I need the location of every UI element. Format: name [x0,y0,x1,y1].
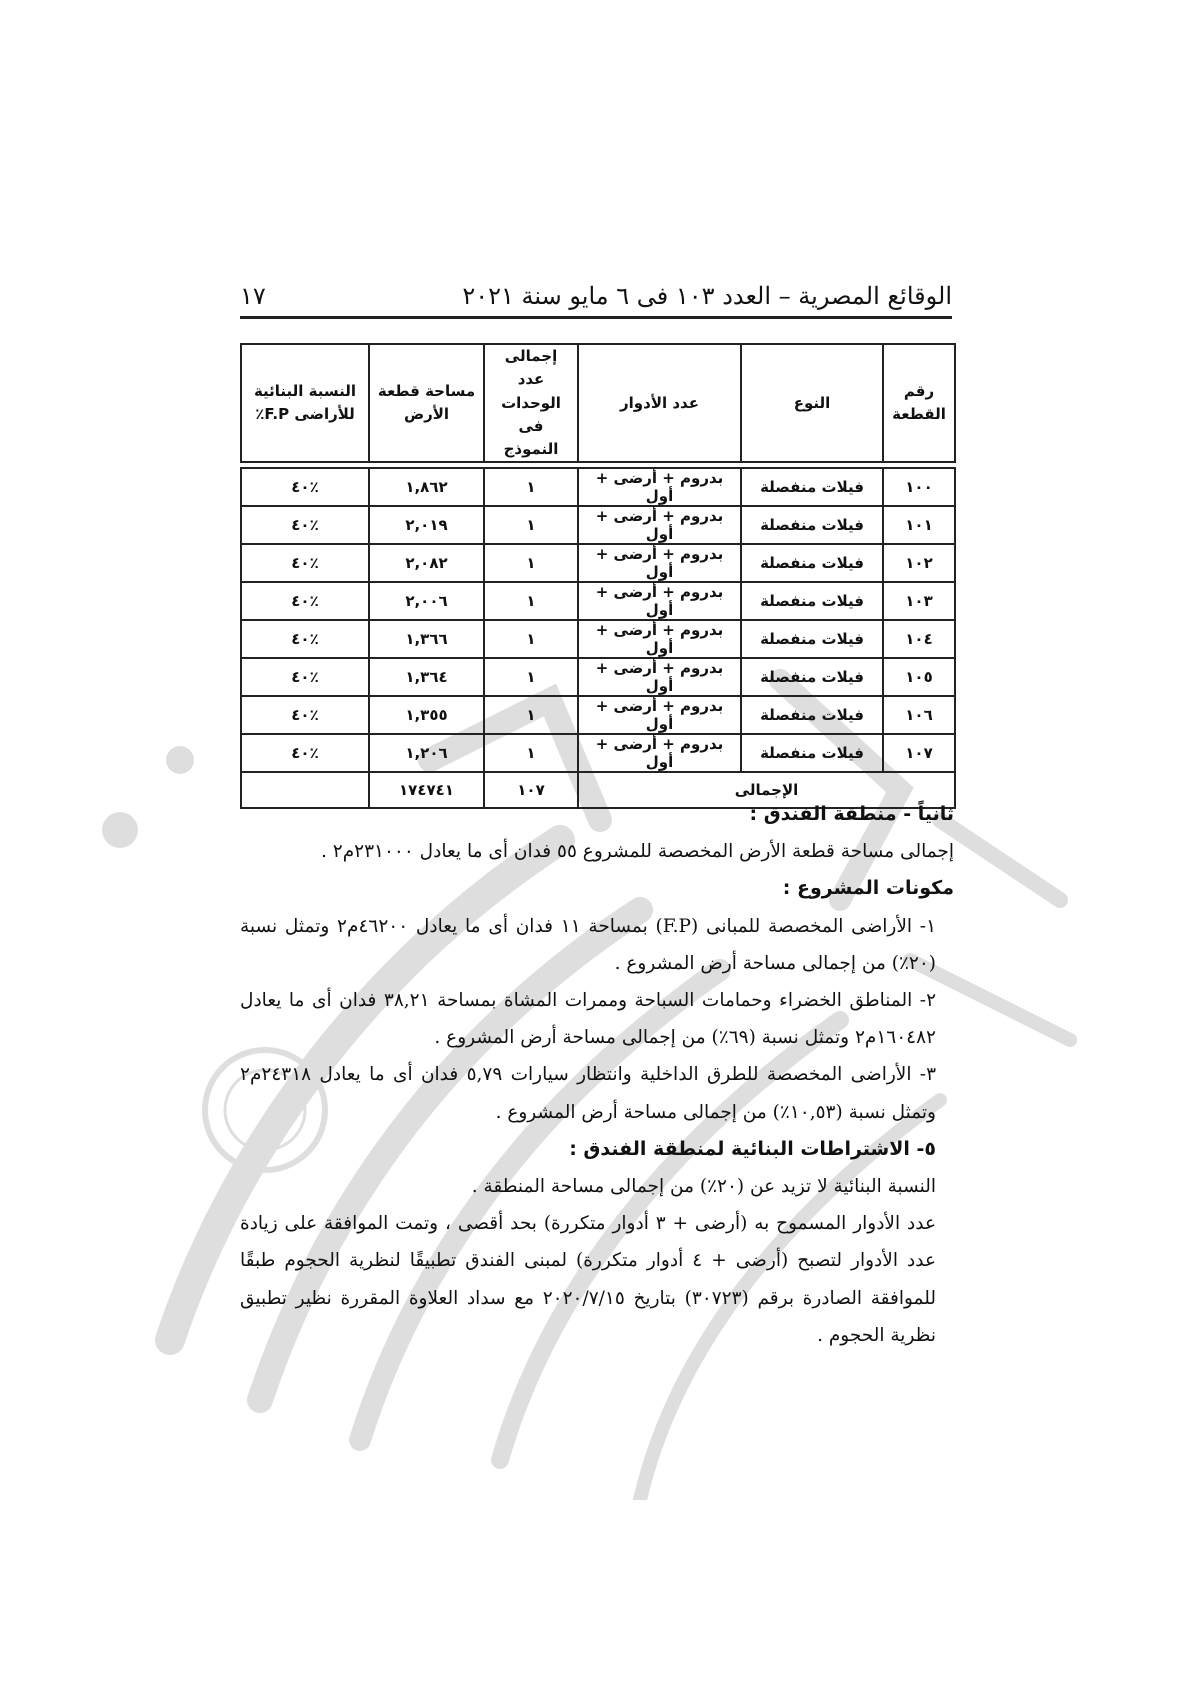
cell-plot: ١٠٧ [883,734,955,772]
cell-units: ١ [484,582,578,620]
cell-floors: بدروم + أرضى + أول [578,696,741,734]
heading-project-components: مكونات المشروع : [782,877,954,900]
cell-type: فيلات منفصلة [741,696,883,734]
page-header-title: الوقائع المصرية – العدد ١٠٣ فى ٦ مايو سنة ٢٠٢١ [462,282,952,310]
total-area: ١٧٤٧٤١ [369,772,484,808]
cell-units: ١ [484,696,578,734]
condition-building-ratio: النسبة البنائية لا تزيد عن (٢٠٪) من إجمالى مساحة المنطقة . [471,1176,936,1198]
cell-area: ١,٣٥٥ [369,696,484,734]
table-row [241,658,955,696]
paragraph-hotel-area: إجمالى مساحة قطعة الأرض المخصصة للمشروع ٥٥ فدان أى ما يعادل ٢٣١٠٠٠م٢ . [321,841,954,863]
cell-floors: بدروم + أرضى + أول [578,468,741,506]
total-units: ١٠٧ [484,772,578,808]
cell-floors: بدروم + أرضى + أول [578,658,741,696]
cell-ratio: ٪٤٠ [241,468,369,506]
cell-type: فيلات منفصلة [741,620,883,658]
cell-ratio: ٪٤٠ [241,734,369,772]
cell-ratio: ٪٤٠ [241,506,369,544]
cell-plot: ١٠٥ [883,658,955,696]
col-header-ratio: النسبة البنائية للأراضى F.P٪ [241,344,369,462]
table-row [241,506,955,544]
cell-floors: بدروم + أرضى + أول [578,620,741,658]
cell-area: ١,٣٦٦ [369,620,484,658]
cell-plot: ١٠٠ [883,468,955,506]
condition-floors: عدد الأدوار المسموح به (أرضى + ٣ أدوار متكررة) بحد أقصى ، وتمت الموافقة على زيادة عدد الأدوار لتصبح (أرضى + ٤ أدوار متكررة) لمبنى الفندق تطبيقًا لنظرية الحجوم طبقًا للموافقة الصادرة برقم (٣٠٧٢٣) بتاريخ ٢٠٢٠/٧/١٥ مع سداد العلاوة المقررة نظير تطبيق نظرية الحجوم . [240,1213,937,1346]
cell-units: ١ [484,468,578,506]
cell-ratio: ٪٤٠ [241,582,369,620]
cell-area: ٢,٠١٩ [369,506,484,544]
cell-area: ٢,٠٠٦ [369,582,484,620]
table-row [241,620,955,658]
cell-plot: ١٠٤ [883,620,955,658]
table-row [241,582,955,620]
cell-ratio: ٪٤٠ [241,620,369,658]
col-header-type: النوع [741,344,883,462]
cell-area: ١,٣٦٤ [369,658,484,696]
page-number: ١٧ [240,282,266,310]
table-row [241,734,955,772]
cell-ratio: ٪٤٠ [241,658,369,696]
table-row [241,696,955,734]
cell-floors: بدروم + أرضى + أول [578,544,741,582]
col-header-floors: عدد الأدوار [578,344,741,462]
cell-units: ١ [484,544,578,582]
cell-units: ١ [484,620,578,658]
component-item-3: ٣- الأراضى المخصصة للطرق الداخلية وانتظار سيارات ٥,٧٩ فدان أى ما يعادل ٢٤٣١٨م٢ وتمثل نسبة (١٠,٥٣٪) من إجمالى مساحة أرض المشروع . [240,1064,936,1123]
cell-area: ٢,٠٨٢ [369,544,484,582]
heading-hotel-zone: ثانياً - منطقة الفندق : [749,803,954,825]
cell-units: ١ [484,658,578,696]
cell-floors: بدروم + أرضى + أول [578,734,741,772]
plots-table [240,343,956,809]
cell-type: فيلات منفصلة [741,544,883,582]
component-item-2: ٢- المناطق الخضراء وحمامات السباحة وممرات المشاة بمساحة ٣٨,٢١ فدان أى ما يعادل ١٦٠٤٨٢م٢ وتمثل نسبة (٦٩٪) من إجمالى مساحة أرض المشروع . [240,990,936,1049]
table-row [241,544,955,582]
cell-ratio: ٪٤٠ [241,544,369,582]
cell-area: ١,٢٠٦ [369,734,484,772]
table-header-row [241,344,955,462]
cell-floors: بدروم + أرضى + أول [578,506,741,544]
cell-units: ١ [484,506,578,544]
col-header-plot: رقم القطعة [883,344,955,462]
col-header-area: مساحة قطعة الأرض [369,344,484,462]
cell-floors: بدروم + أرضى + أول [578,582,741,620]
page-header [240,272,952,319]
heading-building-conditions: ٥- الاشتراطات البنائية لمنطقة الفندق : [569,1137,936,1160]
cell-type: فيلات منفصلة [741,582,883,620]
cell-units: ١ [484,734,578,772]
cell-plot: ١٠٣ [883,582,955,620]
cell-type: فيلات منفصلة [741,468,883,506]
cell-plot: ١٠٦ [883,696,955,734]
body-text [240,796,954,1354]
component-item-1: ١- الأراضى المخصصة للمبانى (F.P) بمساحة ١١ فدان أى ما يعادل ٤٦٢٠٠م٢ وتمثل نسبة (٢٠٪) من إجمالى مساحة أرض المشروع . [240,915,936,974]
cell-plot: ١٠٢ [883,544,955,582]
cell-plot: ١٠١ [883,506,955,544]
cell-ratio: ٪٤٠ [241,696,369,734]
cell-type: فيلات منفصلة [741,506,883,544]
cell-type: فيلات منفصلة [741,658,883,696]
cell-type: فيلات منفصلة [741,734,883,772]
table-row [241,468,955,506]
col-header-units: إجمالى عدد الوحدات فى النموذج [484,344,578,462]
cell-area: ١,٨٦٢ [369,468,484,506]
total-label: الإجمالى [578,772,955,808]
